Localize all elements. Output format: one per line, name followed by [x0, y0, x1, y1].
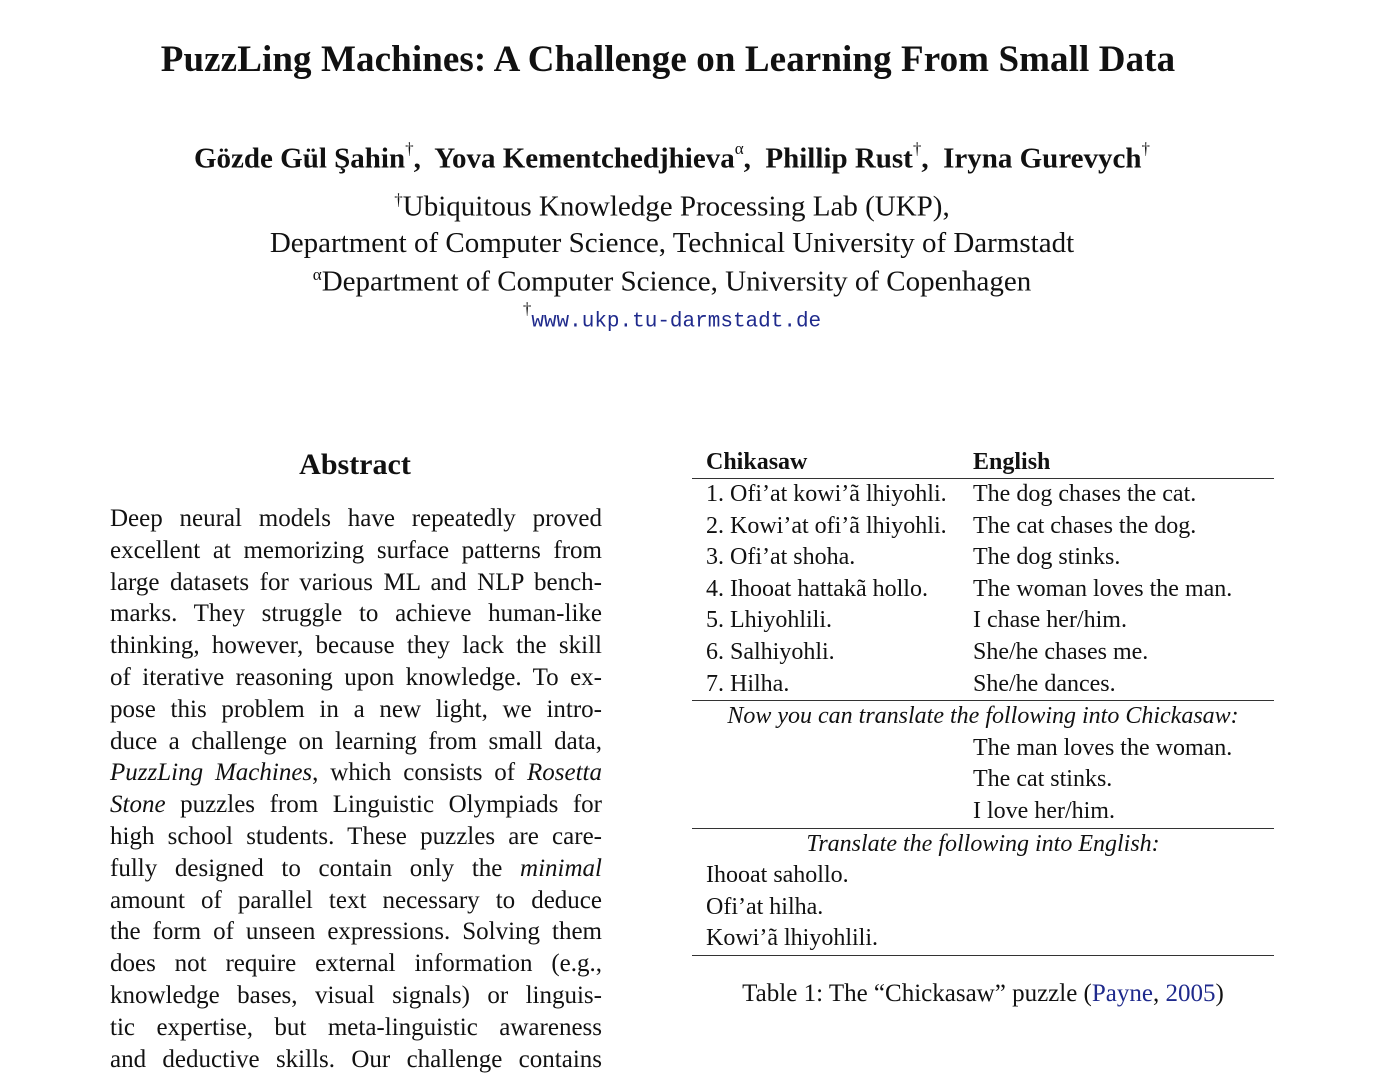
affiliation-mark: †	[394, 190, 403, 209]
table-row	[692, 511, 1274, 543]
paper-title: PuzzLing Machines: A Challenge on Learning From Small Data	[160, 39, 1176, 80]
affiliation-line	[0, 265, 1344, 299]
abstract-line: marks. They struggle to achieve human-like	[110, 600, 602, 628]
author-mark: †	[1141, 139, 1151, 158]
table-cell: The woman loves the man.	[973, 575, 1233, 602]
table-section-row	[692, 700, 1274, 733]
abstract-line: high school students. These puzzles are care-	[110, 822, 602, 850]
table-cell: I chase her/him.	[973, 607, 1127, 634]
table-row	[692, 892, 1274, 924]
abstract-line: of iterative reasoning upon knowledge. To ex-	[110, 663, 602, 691]
table-header-row	[692, 444, 1274, 479]
author-mark: †	[912, 139, 922, 158]
table-empty-cell	[692, 733, 973, 765]
abstract-text: puzzles from Linguistic Olympiads for	[165, 791, 602, 819]
author-name: Gözde Gül Şahin	[193, 142, 406, 175]
table-empty-cell	[692, 796, 973, 828]
abstract-line: excellent at memorizing surface patterns from	[110, 536, 602, 564]
table-cell: 3. Ofi’at shoha.	[706, 544, 856, 571]
table-cell: The man loves the woman.	[973, 734, 1233, 761]
table-row	[692, 605, 1274, 637]
abstract-line	[110, 757, 602, 789]
table-header-cell: English	[973, 449, 1051, 475]
citation-year-link[interactable]: 2005	[1165, 980, 1216, 1007]
table-cell: The cat chases the dog.	[973, 512, 1197, 539]
affiliation-mark: †	[522, 299, 532, 318]
table-cell: Kowi’ã lhiyohlili.	[706, 925, 878, 952]
table-section-row	[692, 828, 1274, 861]
author-list: Gözde Gül Şahin†, Yova Kementchedjhieva$^\alpha$, Phillip Rust†, Iryna Gurevych†	[193, 139, 1151, 175]
affiliation-line	[0, 190, 1344, 224]
author-name: Yova Kementchedjhieva	[434, 142, 735, 175]
table-row	[692, 479, 1274, 511]
abstract-italic: Stone	[110, 791, 166, 819]
affiliation-url-line	[0, 299, 1344, 334]
table-cell: 6. Salhiyohli.	[706, 638, 835, 665]
author-mark: α	[734, 139, 744, 158]
table-row	[692, 764, 1274, 796]
abstract-line: the form of unseen expressions. Solving them	[110, 918, 602, 946]
chickasaw-table	[692, 444, 1274, 956]
abstract-line	[110, 789, 602, 821]
caption-text: ,	[1153, 980, 1166, 1007]
abstract-text: fully designed to contain only the	[110, 854, 521, 882]
table-row	[692, 796, 1274, 828]
table-cell: The dog chases the cat.	[973, 481, 1197, 507]
table-cell: The dog stinks.	[973, 544, 1121, 571]
table-cell: 5. Lhiyohlili.	[706, 607, 832, 634]
abstract-line: amount of parallel text necessary to deduce	[110, 886, 602, 914]
abstract-body	[110, 503, 602, 1075]
author-name: Phillip Rust	[765, 142, 913, 175]
table-row	[692, 860, 1274, 892]
table-empty-cell	[692, 764, 973, 796]
table-cell: Ofi’at hilha.	[706, 893, 824, 920]
abstract-text: , which consists of	[312, 759, 527, 787]
lab-url-link[interactable]: www.ukp.tu-darmstadt.de	[531, 310, 822, 334]
caption-text: )	[1215, 980, 1224, 1007]
table-row	[692, 669, 1274, 701]
author-name: Iryna Gurevych	[943, 142, 1142, 175]
author-mark: †	[405, 139, 414, 158]
table-cell: 1. Ofi’at kowi’ã lhiyohli.	[706, 481, 947, 507]
abstract-line: duce a challenge on learning from small data,	[110, 727, 602, 755]
affiliation-mark: α	[312, 265, 322, 284]
table-cell: The cat stinks.	[973, 766, 1113, 793]
caption-text: Table 1: The “Chickasaw” puzzle (	[742, 980, 1092, 1007]
table-row	[692, 574, 1274, 606]
table-section-heading: Translate the following into English:	[806, 830, 1160, 857]
affiliation-text: Department of Computer Science, University of Copenhagen	[321, 265, 1032, 298]
abstract-line: knowledge bases, visual signals) or linguis-	[110, 981, 602, 1009]
abstract-line: thinking, however, because they lack the skill	[110, 632, 602, 660]
table-row	[692, 542, 1274, 574]
affiliation-line: Department of Computer Science, Technical University of Darmstadt	[269, 227, 1075, 259]
abstract-line: large datasets for various ML and NLP bench-	[110, 568, 602, 596]
table-cell: 2. Kowi’at ofi’ã lhiyohli.	[706, 512, 947, 539]
table-row	[692, 637, 1274, 669]
abstract-italic: PuzzLing Machines	[110, 759, 313, 787]
table-cell: Ihooat sahollo.	[706, 862, 849, 889]
table-caption	[692, 980, 1274, 1008]
abstract-line	[110, 853, 602, 885]
table-bottom-rule	[692, 955, 1274, 956]
table-row	[692, 733, 1274, 765]
table-cell: 4. Ihooat hattakã hollo.	[706, 575, 928, 602]
abstract-line: tic expertise, but meta-linguistic awareness	[110, 1013, 602, 1041]
abstract-line: pose this problem in a new light, we intro-	[110, 695, 602, 723]
table-section-heading: Now you can translate the following into Chickasaw:	[727, 703, 1239, 730]
table-header-cell: Chikasaw	[706, 449, 808, 475]
abstract-line: and deductive skills. Our challenge contains	[110, 1045, 602, 1073]
table-cell: 7. Hilha.	[706, 670, 790, 697]
abstract-line: does not require external information (e.g.,	[110, 950, 602, 978]
table-cell: She/he dances.	[973, 670, 1116, 697]
abstract-italic: Rosetta	[527, 759, 602, 787]
abstract-italic: minimal	[520, 854, 602, 882]
table-cell: She/he chases me.	[973, 638, 1149, 665]
abstract-heading: Abstract	[299, 448, 411, 481]
table-row	[692, 923, 1274, 955]
affiliation-text: Ubiquitous Knowledge Processing Lab (UKP),	[402, 190, 950, 223]
citation-author-link[interactable]: Payne	[1091, 980, 1153, 1007]
table-cell: I love her/him.	[973, 797, 1115, 824]
abstract-line: Deep neural models have repeatedly proved	[110, 505, 602, 532]
